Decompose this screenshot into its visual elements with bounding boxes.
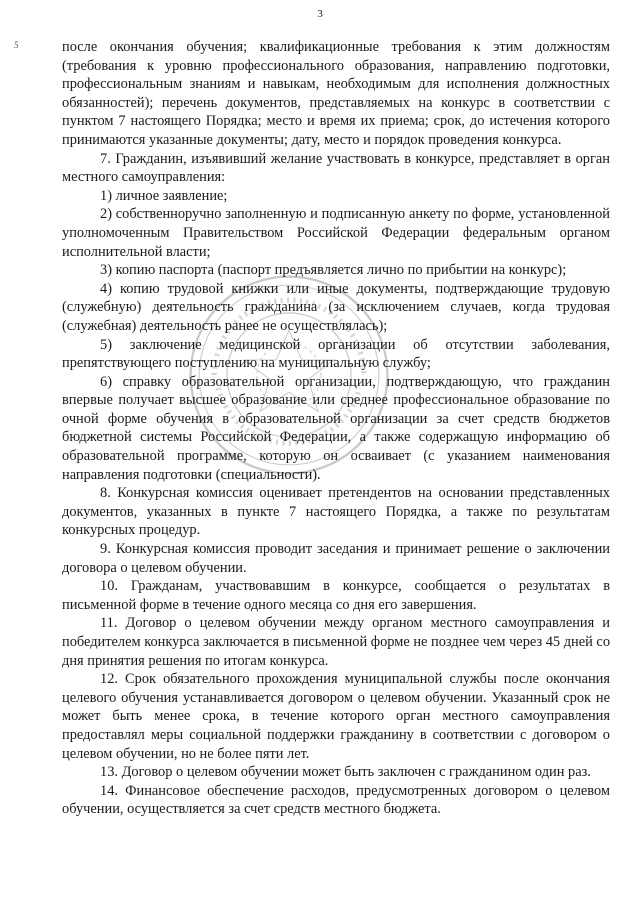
paragraph-item-7-5: 5) заключение медицинской организации об отсутствии заболевания, препятствующего поступлению на муниципальную службу; <box>62 336 610 372</box>
page-number: 3 <box>317 8 323 20</box>
paragraph-item-7: 7. Гражданин, изъявивший желание участвовать в конкурсе, представляет в орган местного самоуправления: <box>62 150 610 186</box>
paragraph-item-14: 14. Финансовое обеспечение расходов, предусмотренных договором о целевом обучении, осуществляется за счет средств местного бюджета. <box>62 782 610 818</box>
paragraph-item-7-3: 3) копию паспорта (паспорт предъявляется лично по прибытии на конкурс); <box>100 262 567 279</box>
paragraph-item-10: 10. Гражданам, участвовавшим в конкурсе, сообщается о результатах в письменной форме в течение одного месяца со дня его завершения. <box>62 578 610 613</box>
paragraph-item-11: 11. Договор о целевом обучении между органом местного самоуправления и победителем конкурса заключается в письменной форме не позднее чем через 45 дней со дня принятия решения по итогам конкурса. <box>62 615 611 669</box>
paragraph-item-13: 13. Договор о целевом обучении может быть заключен с гражданином один раз. <box>100 764 591 781</box>
paragraph-item-7-6: 6) справку образовательной организации, подтверждающую, что гражданин впервые получает высшее образование или среднее профессиональное образование по очной форме обучения в образовательной организации за счет средств бюджетов бюджетной системы Российской Федерации, а также содержащую информацию об образовательной программе, которую он осваивает (с указанием наименования направления подготовки (специальности). <box>62 373 610 483</box>
paragraph-item-8: 8. Конкурсная комиссия оценивает претендентов на основании представленных документов, указанных в пункте 7 настоящего Порядка, а также по результатам конкурсных процедур. <box>62 485 610 539</box>
paragraph-item-7-2: 2) собственноручно заполненную и подписанную анкету по форме, установленной уполномоченным Правительством Российской Федерации федеральным органом исполнительной власти; <box>62 206 610 260</box>
document-body <box>62 38 610 819</box>
paragraph-item-7-1: 1) личное заявление; <box>100 187 228 204</box>
margin-mark: 5 <box>14 40 19 50</box>
paragraph-continuation: после окончания обучения; квалификационные требования к этим должностям (требования к уровню профессионального образования, направлению подготовки, профессиональным знаниям и навыкам, необходимым для исполнения должностных обязанностей); перечень документов, представляемых на конкурс в соответствии с пунктом 7 настоящего Порядка; место и время их приема; срок, до истечения которого принимаются указанные документы; дату, место и порядок проведения конкурса. <box>62 39 610 148</box>
paragraph-item-9: 9. Конкурсная комиссия проводит заседания и принимает решение о заключении договора о целевом обучении. <box>62 541 610 576</box>
paragraph-item-12: 12. Срок обязательного прохождения муниципальной службы после окончания целевого обучения устанавливается договором о целевом обучении. Указанный срок не может быть менее срока, в течение которого орган местного самоуправления предоставлял меры социальной поддержки гражданину в соответствии с договором о целевом обучении, но не более пяти лет. <box>62 671 610 762</box>
paragraph-item-7-4: 4) копию трудовой книжки или иные документы, подтверждающие трудовую (служебную) деятельность гражданина (за исключением случаев, когда трудовая (служебная) деятельность ранее не осуществлялась); <box>62 280 610 334</box>
